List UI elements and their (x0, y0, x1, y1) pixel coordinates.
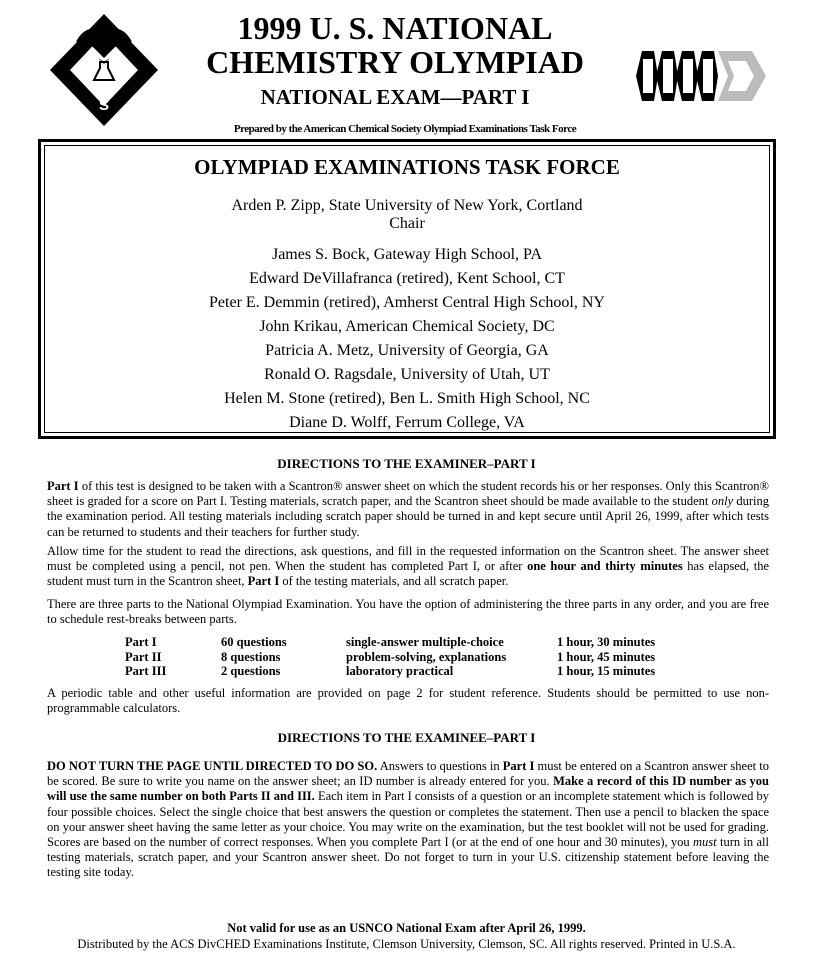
examinee-paragraph: DO NOT TURN THE PAGE UNTIL DIRECTED TO DO SO. Answers to questions in Part I must be entered on a Scantron answer sheet to be scored. Be sure to write you name on the answer sheet; an ID number is already entered for you. Make a record of this ID number as you will use the same number on both Parts II and III. Each item in Part I consists of a question or an incomplete statement which is followed by four possible choices. Select the single choice that best answers the question or completes the statement. Then use a pencil to blacken the space on your answer sheet having the same letter as your choice. You may write on the examination, but the test booklet will not be used for grading. Scores are based on the number of correct responses. When you complete Part I (or at the end of one hour and 30 minutes), you must turn in all testing materials, scratch paper, and your Scantron answer sheet. Do not forget to turn in your U.S. citizenship statement before leaving the testing site today. (47, 759, 769, 880)
member: John Krikau, American Chemical Society, DC (259, 318, 555, 335)
examiner-heading: DIRECTIONS TO THE EXAMINER–PART I (277, 456, 536, 471)
validity-notice: Not valid for use as an USNCO National Exam after April 26, 1999. (227, 921, 586, 935)
task-force-box (38, 139, 776, 439)
member: Peter E. Demmin (retired), Amherst Central High School, NY (209, 294, 605, 311)
logo-letter-s: S (99, 97, 110, 114)
chair-role: Chair (389, 215, 425, 232)
examiner-paragraph-4: A periodic table and other useful information are provided on page 2 for student reference. Students should be permitted to use non-programmable calculators. (47, 686, 769, 716)
distribution-notice: Distributed by the ACS DivCHED Examinations Institute, Clemson University, Clemson, SC. All rights reserved. Printed in U.S.A. (77, 937, 736, 951)
member: Patricia A. Metz, University of Georgia, GA (265, 342, 549, 359)
table-row: Part III 2 questions laboratory practical 1 hour, 15 minutes (125, 664, 656, 678)
table-row: Part I 60 questions single-answer multiple-choice 1 hour, 30 minutes (125, 635, 656, 649)
exam-subtitle: NATIONAL EXAM—PART I (260, 85, 530, 109)
examiner-paragraph-2: Allow time for the student to read the directions, ask questions, and fill in the requested information on the Scantron sheet. The answer sheet must be completed using a pencil, not pen. When the student has completed Part I, or after one hour and thirty minutes has elapsed, the student must turn in the Scantron sheet, Part I of the testing materials, and all scratch paper. (47, 544, 770, 589)
member: James S. Bock, Gateway High School, PA (271, 246, 543, 263)
logo-letter-a: A (80, 65, 91, 82)
member: Diane D. Wolff, Ferrum College, VA (289, 414, 525, 431)
member: Ronald O. Ragsdale, University of Utah, UT (264, 366, 550, 383)
prepared-by: Prepared by the American Chemical Society Olympiad Examinations Task Force (233, 123, 577, 135)
examinee-heading: DIRECTIONS TO THE EXAMINEE–PART I (277, 730, 536, 745)
acs-eagle-logo (48, 12, 160, 128)
olympiad-rings-logo (632, 47, 772, 105)
chair-name: Arden P. Zipp, State University of New York, Cortland (231, 197, 583, 214)
task-force-title: OLYMPIAD EXAMINATIONS TASK FORCE (194, 155, 620, 179)
table-row: Part II 8 questions problem-solving, explanations 1 hour, 45 minutes (125, 649, 656, 664)
logo-letter-c: C (120, 65, 131, 82)
examiner-paragraph-3: There are three parts to the National Olympiad Examination. You have the option of administering the three parts in any order, and you are free to schedule rest-breaks between parts. (47, 597, 769, 627)
parts-table (125, 635, 655, 679)
examiner-paragraph-1: Part I of this test is designed to be taken with a Scantron® answer sheet on which the student records his or her responses. Only this Scantron® sheet is graded for a score on Part I. Testing materials, scratch paper, and the Scantron sheet should be made available to the student only during the examination period. All testing materials including scratch paper should be turned in and kept secure until April 26, 1999, after which tests can be returned to students and their teachers for further study. (47, 479, 769, 539)
title-line-1: 1999 U. S. NATIONAL (237, 10, 553, 46)
title-line-2: CHEMISTRY OLYMPIAD (206, 44, 584, 80)
member: Helen M. Stone (retired), Ben L. Smith High School, NC (224, 390, 590, 407)
member: Edward DeVillafranca (retired), Kent School, CT (249, 270, 565, 287)
